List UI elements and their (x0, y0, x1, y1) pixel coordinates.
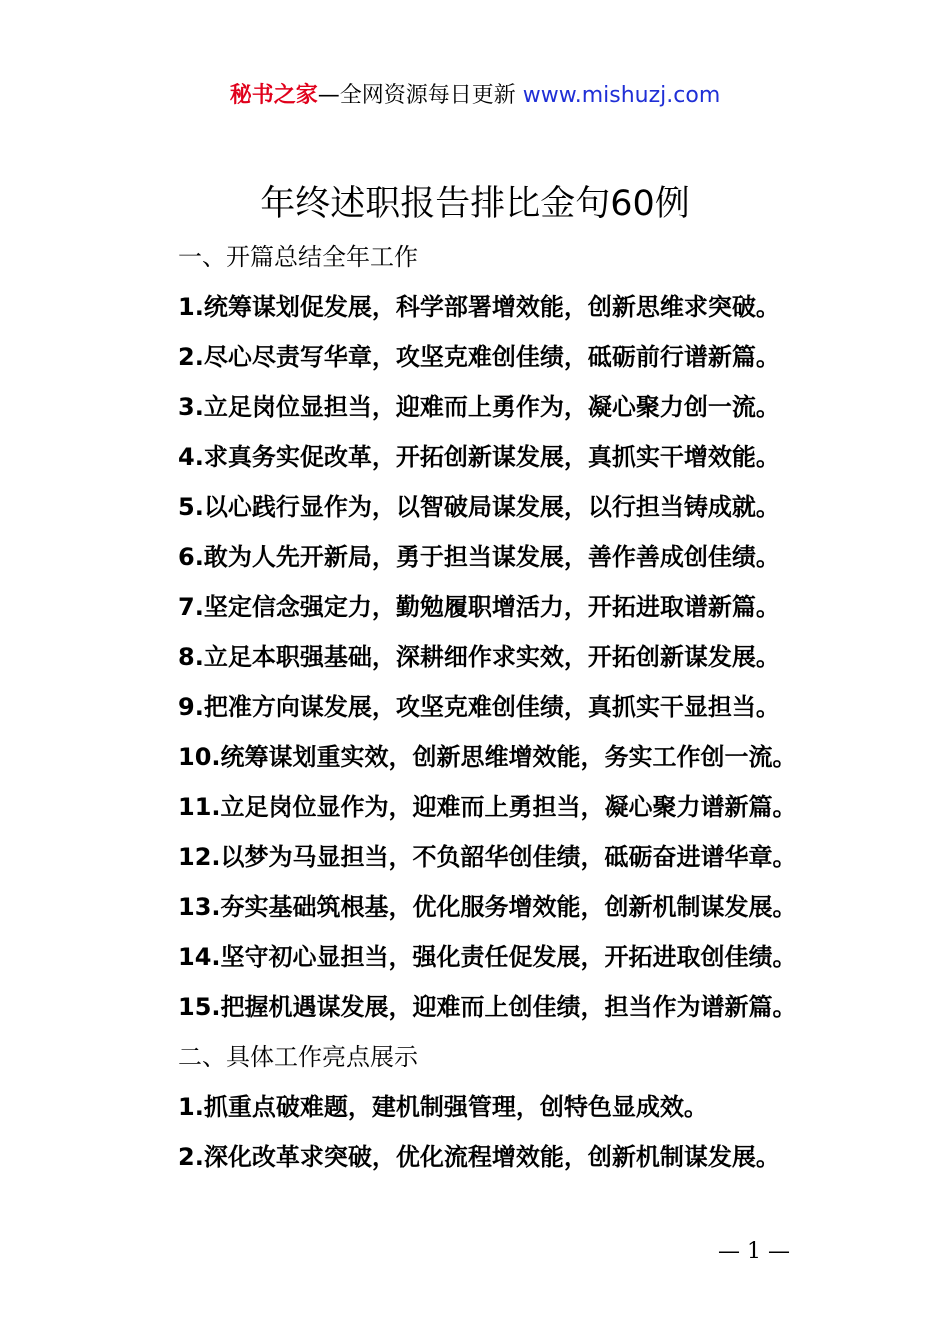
list-item: 11.立足岗位显作为，迎难而上勇担当，凝心聚力谱新篇。 (178, 793, 797, 821)
site-url-link[interactable]: www.mishuzj.com (522, 83, 721, 108)
section-heading-opening: 一、开篇总结全年工作 (178, 243, 418, 271)
list-item: 5.以心践行显作为，以智破局谋发展，以行担当铸成就。 (178, 493, 780, 521)
list-item: 10.统筹谋划重实效，创新思维增效能，务实工作创一流。 (178, 743, 797, 771)
list-item: 7.坚定信念强定力，勤勉履职增活力，开拓进取谱新篇。 (178, 593, 780, 621)
brand-name: 秘书之家 (229, 83, 318, 108)
list-item: 1.统筹谋划促发展，科学部署增效能，创新思维求突破。 (178, 293, 780, 321)
list-item: 3.立足岗位显担当，迎难而上勇作为，凝心聚力创一流。 (178, 393, 780, 421)
section-heading-highlights: 二、具体工作亮点展示 (178, 1043, 418, 1071)
list-item: 1.抓重点破难题，建机制强管理，创特色显成效。 (178, 1093, 708, 1121)
list-item: 4.求真务实促改革，开拓创新谋发展，真抓实干增效能。 (178, 443, 780, 471)
list-item: 12.以梦为马显担当，不负韶华创佳绩，砥砺奋进谱华章。 (178, 843, 797, 871)
list-item: 13.夯实基础筑根基，优化服务增效能，创新机制谋发展。 (178, 893, 797, 921)
list-item: 8.立足本职强基础，深耕细作求实效，开拓创新谋发展。 (178, 643, 780, 671)
header-tagline: —全网资源每日更新 (317, 83, 523, 108)
document-title: 年终述职报告排比金句60例 (260, 184, 690, 224)
list-item: 2.尽心尽责写华章，攻坚克难创佳绩，砥砺前行谱新篇。 (178, 343, 780, 371)
list-item: 15.把握机遇谋发展，迎难而上创佳绩，担当作为谱新篇。 (178, 993, 797, 1021)
list-item: 9.把准方向谋发展，攻坚克难创佳绩，真抓实干显担当。 (178, 693, 780, 721)
list-item: 14.坚守初心显担当，强化责任促发展，开拓进取创佳绩。 (178, 943, 797, 971)
site-header (0, 80, 950, 112)
document-body (178, 232, 878, 1182)
list-item: 2.深化改革求突破，优化流程增效能，创新机制谋发展。 (178, 1143, 780, 1171)
page-number: — 1 — (718, 1239, 790, 1264)
list-item: 6.敢为人先开新局，勇于担当谋发展，善作善成创佳绩。 (178, 543, 780, 571)
